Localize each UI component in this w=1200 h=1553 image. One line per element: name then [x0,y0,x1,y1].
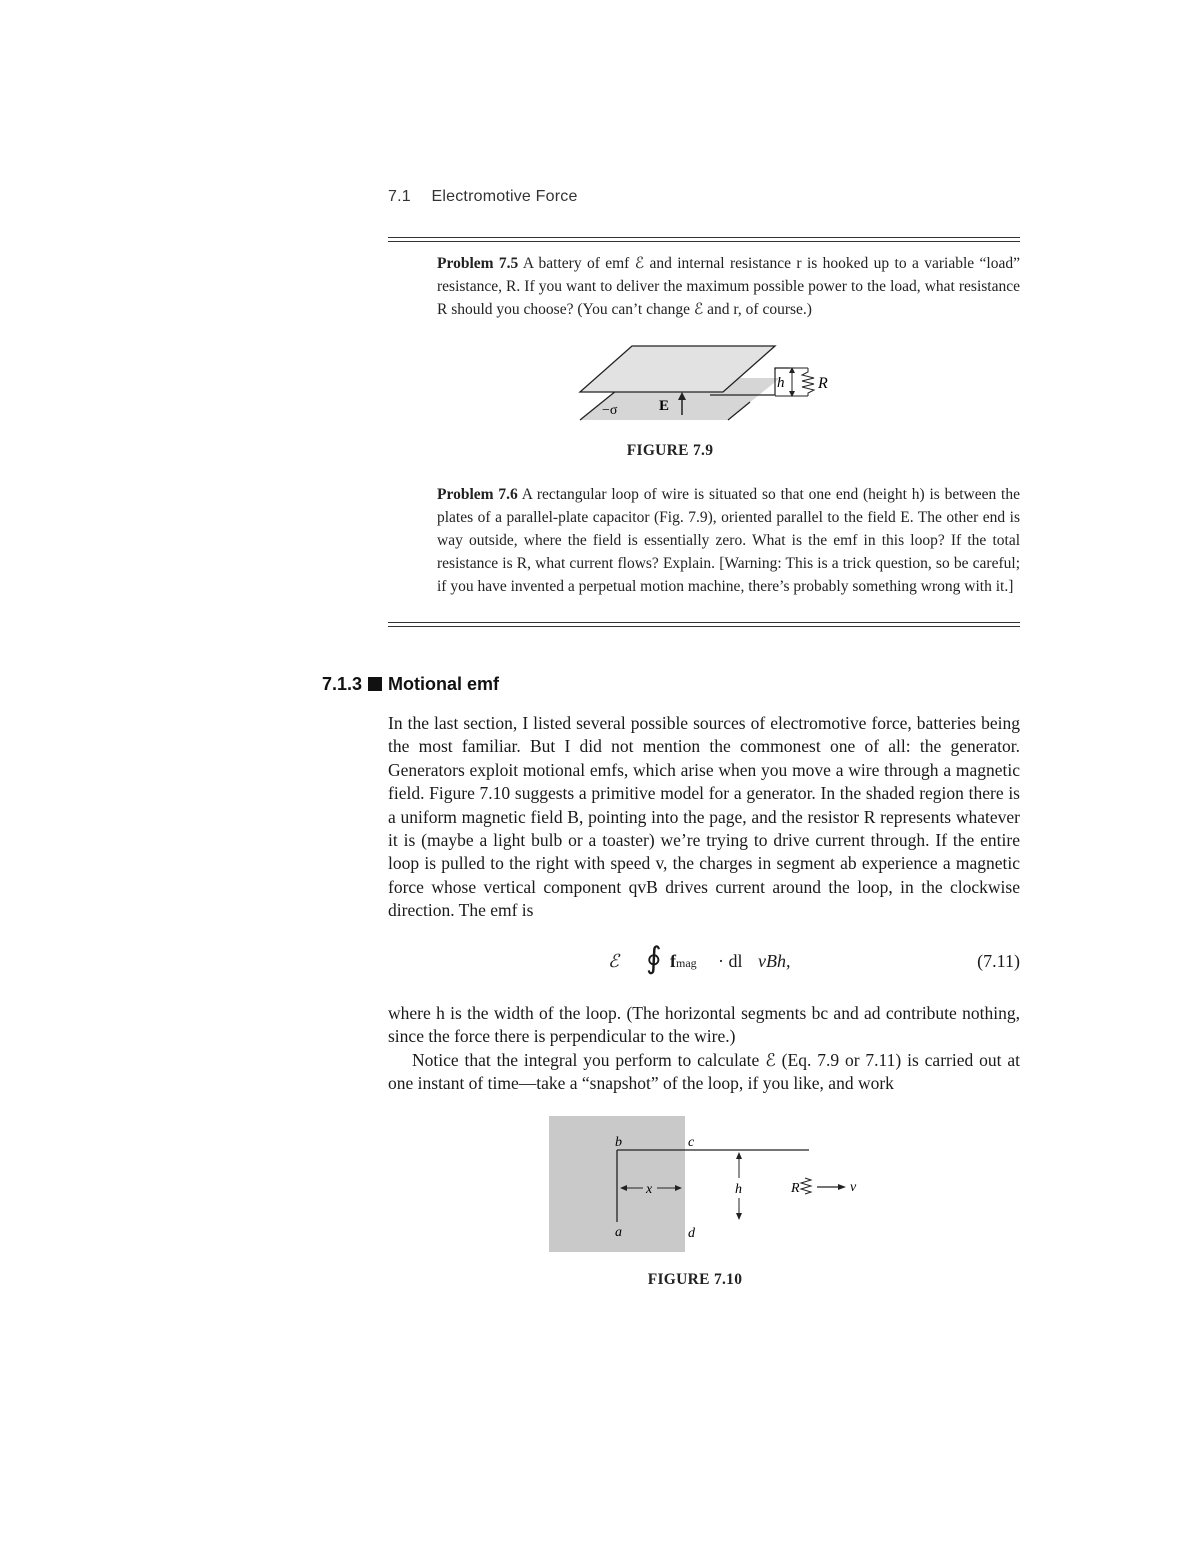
paragraph-1-text: In the last section, I listed several possible sources of electromotive force, batteries being the most familiar. But I did not mention the commonest one of all: the generator. Generators exploit motional emfs, which arise when you move a wire through a magnetic field. Figure 7.10 suggests a primitive model for a generator. In the shaded region there is a uniform magnetic field B, pointing into the page, and the resistor R represents whatever it is (maybe a light bulb or a toaster) we’re trying to drive current through. If the entire loop is pulled to the right with speed v, the charges in segment ab experience a magnetic force whose vertical component qvB drives current around the loop, in the clockwise direction. The emf is [388,713,1020,921]
problem-box-bottom-rule [388,622,1020,623]
resistor-symbol [802,368,814,396]
figure-7-10-label-r: R [791,1181,800,1196]
section-heading [322,674,499,695]
equation-7-11 [388,942,1020,985]
figure-7-10-label-b: b [615,1135,622,1150]
problem-7-5 [437,252,1020,321]
equation-integrand-f: f [670,951,676,971]
figure-7-10-label-h: h [735,1182,742,1197]
figure-7-10-label-a: a [615,1225,622,1240]
running-head-section-title: Electromotive Force [431,188,578,205]
figure-7-10-generator-diagram [545,1112,875,1257]
velocity-arrow-head [838,1184,846,1190]
problem-7-6-label: Problem 7.6 [437,486,518,503]
paragraph-3 [388,1049,1020,1096]
problem-7-6 [437,483,1020,598]
problem-7-6-text: A rectangular loop of wire is situated so that one end (height h) is between the plates of a parallel-plate capacitor (Fig. 7.9), oriented parallel to the field E. The other end is way outside, where the field is essentially zero. What is the emf in this loop? If the total resistance is R, what current flows? Explain. [Warning: This is a trick question, so be careful; if you have invented a perpetual motion machine, there’s probably something wrong with it.] [437,486,1020,595]
h-arrow-head-down [736,1213,742,1220]
resistor-symbol [801,1178,811,1194]
equation-rhs: vBh, [758,951,791,971]
equation-subscript: mag [676,956,697,970]
running-head [388,188,578,206]
problem-box-bottom-rule-2 [388,626,1020,627]
figure-7-10-label-d: d [688,1226,695,1241]
problem-7-5-label: Problem 7.5 [437,255,519,272]
running-head-section-number: 7.1 [388,188,411,205]
problem-box-top-rule-2 [388,241,1020,242]
figure-7-9-label-e: E [659,398,670,414]
figure-7-9-label-sigma: −σ [602,403,618,418]
problem-box-top-rule [388,237,1020,238]
equation-lhs: ℰ [608,951,619,971]
paragraph-2 [388,1002,1020,1049]
section-number: 7.1.3 [322,674,363,694]
figure-7-10-label-x: x [646,1182,653,1197]
figure-7-9-label-r: R [818,375,828,392]
paragraph-2-text: where h is the width of the loop. (The horizontal segments bc and ad contribute nothing, since the force there is perpendicular to the wire.) [388,1003,1020,1047]
equation-number: (7.11) [977,951,1020,971]
h-arrow-head-up [736,1152,742,1159]
equation-differential: · dl [718,951,743,971]
section-title: Motional emf [388,674,500,694]
figure-7-10-caption: FIGURE 7.10 [647,1271,743,1288]
figure-7-9-capacitor-diagram [570,340,840,430]
figure-7-9-caption: FIGURE 7.9 [626,442,714,459]
paragraph-3-text: Notice that the integral you perform to calculate ℰ (Eq. 7.9 or 7.11) is carried out at one instant of time—take a “snapshot” of the loop, if you like, and work [388,1050,1020,1094]
figure-7-9-label-h: h [777,375,785,391]
equation-integrand [670,951,697,972]
figure-7-10-label-v: v [850,1180,857,1195]
section-square-icon [368,677,382,691]
problem-7-5-text: A battery of emf ℰ and internal resistance r is hooked up to a variable “load” resistance, R. If you want to deliver the maximum possible power to the load, what resistance R should you choose? (You can’t change ℰ and r, of course.) [437,255,1020,318]
paragraph-1 [388,712,1020,923]
equation-integral-sign: ∮ [646,942,662,975]
figure-7-10-label-c: c [688,1135,695,1150]
